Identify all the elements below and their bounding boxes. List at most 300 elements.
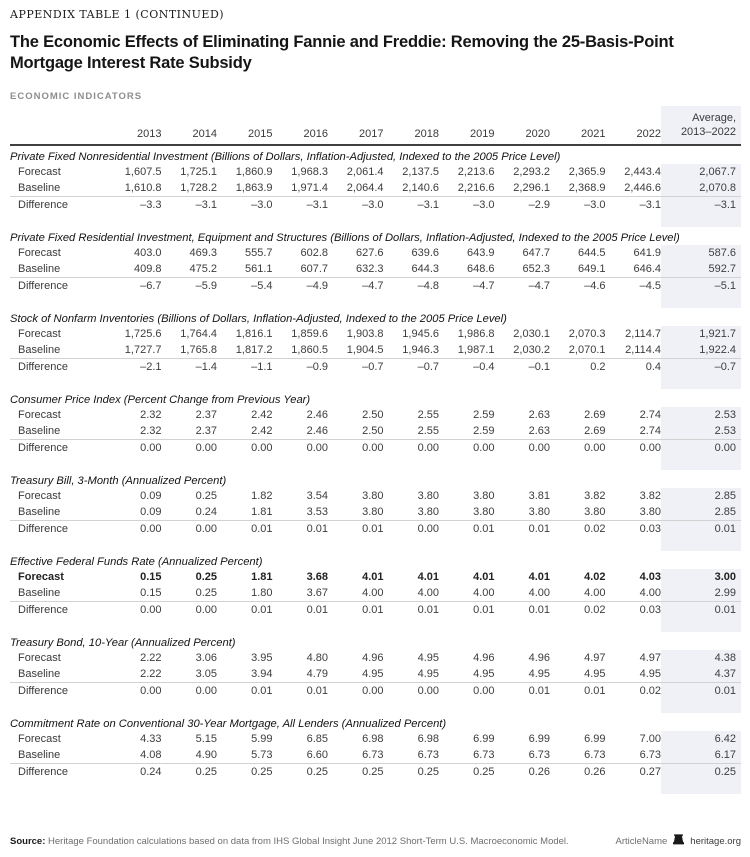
value-2013: 0.00 (140, 522, 162, 535)
average-value: –0.7 (661, 358, 741, 375)
value-2022: 3.82 (639, 489, 661, 502)
average-value: 1,921.7 (661, 326, 741, 342)
value-2019: 0.25 (473, 765, 495, 778)
value-2017: 0.01 (362, 603, 384, 616)
value-2017: 0.25 (362, 765, 384, 778)
article-name: ArticleName (615, 835, 668, 847)
value-2018: 644.3 (384, 261, 440, 278)
value-2020: –2.9 (528, 198, 550, 211)
table-section (10, 470, 741, 551)
value-2019: –4.7 (473, 279, 495, 292)
year-header: 2019 (470, 127, 495, 140)
value-2020: 3.80 (495, 504, 551, 521)
spacer-cell (10, 213, 661, 227)
value-2016: 2.46 (273, 423, 329, 440)
value-2020: 4.96 (528, 651, 550, 664)
row-label: Forecast (18, 246, 61, 259)
value-2018: 6.98 (417, 732, 439, 745)
average-value: 2,070.8 (661, 180, 741, 197)
value-2017: 6.98 (362, 732, 384, 745)
year-header: 2017 (359, 127, 384, 140)
value-2015: 555.7 (244, 246, 273, 259)
section-title: Commitment Rate on Conventional 30-Year Mortgage, All Lenders (Annualized Percent) (10, 717, 447, 730)
value-2022: 0.4 (645, 360, 661, 373)
value-2022: 6.73 (606, 747, 662, 764)
spacer-avg-cell (661, 456, 741, 470)
value-2022: 4.03 (639, 570, 661, 583)
value-2022: 0.03 (639, 603, 661, 616)
value-2017: 0.00 (362, 441, 384, 454)
spacer-avg-cell (661, 213, 741, 227)
table-section (10, 145, 741, 227)
value-2018: 2.55 (384, 423, 440, 440)
value-2021: 4.95 (550, 666, 606, 683)
value-2013: 4.08 (106, 747, 162, 764)
spacer-cell (10, 699, 661, 713)
value-2019: 0.01 (473, 603, 495, 616)
value-2015: 1,860.9 (235, 165, 273, 178)
average-value: 587.6 (661, 245, 741, 261)
section-title-row (10, 308, 741, 326)
baseline-row (10, 585, 741, 602)
value-2020: 0.01 (528, 522, 550, 535)
value-2016: 4.80 (306, 651, 328, 664)
row-label: Baseline (10, 261, 106, 278)
value-2016: 3.68 (306, 570, 328, 583)
value-2019: 4.96 (473, 651, 495, 664)
value-2021: –4.6 (584, 279, 606, 292)
value-2020: 4.00 (495, 585, 551, 602)
year-header: 2021 (581, 127, 606, 140)
average-value: 4.37 (661, 666, 741, 683)
section-spacer-row (10, 537, 741, 551)
value-2014: 0.24 (162, 504, 218, 521)
section-title-row (10, 713, 741, 731)
average-header-line: 2013–2022 (680, 125, 736, 138)
value-2022: 0.02 (639, 684, 661, 697)
value-2020: 2,293.2 (513, 165, 550, 178)
year-header: 2020 (525, 127, 550, 140)
forecast-row (10, 488, 741, 504)
value-2017: 4.00 (328, 585, 384, 602)
value-2015: 1.81 (251, 570, 273, 583)
average-value: –5.1 (661, 277, 741, 294)
value-2021: 4.97 (584, 651, 606, 664)
section-spacer-row (10, 780, 741, 794)
value-2019: 0.00 (473, 441, 495, 454)
heritage-bell-icon (673, 834, 684, 848)
forecast-row (10, 164, 741, 180)
value-2016: 607.7 (273, 261, 329, 278)
value-2018: 4.95 (417, 651, 439, 664)
row-label: Forecast (18, 570, 64, 583)
value-2021: 2,070.3 (568, 327, 606, 340)
row-label: Baseline (10, 504, 106, 521)
value-2021: 4.02 (584, 570, 606, 583)
value-2016: 3.67 (273, 585, 329, 602)
spacer-avg-cell (661, 294, 741, 308)
value-2018: 4.95 (384, 666, 440, 683)
row-label: Baseline (10, 423, 106, 440)
value-2020: 0.01 (528, 603, 550, 616)
value-2015: 1.82 (251, 489, 273, 502)
row-label: Forecast (18, 732, 61, 745)
value-2021: 649.1 (550, 261, 606, 278)
value-2019: –3.0 (473, 198, 495, 211)
value-2013: 2.22 (106, 666, 162, 683)
value-2021: 2,368.9 (550, 180, 606, 197)
footer-brand (616, 834, 741, 848)
row-label: Forecast (18, 165, 61, 178)
average-value: 6.42 (661, 731, 741, 747)
value-2020: 647.7 (522, 246, 550, 259)
row-label: Difference (18, 684, 68, 697)
average-value: 6.17 (661, 747, 741, 764)
row-label: Baseline (10, 666, 106, 683)
difference-row (10, 682, 741, 699)
value-2018: 0.00 (417, 684, 439, 697)
table-section (10, 713, 741, 794)
value-2016: 0.00 (306, 441, 328, 454)
value-2021: 0.02 (584, 603, 606, 616)
value-2022: 3.80 (606, 504, 662, 521)
value-2013: 1,607.5 (124, 165, 162, 178)
value-2015: 1,863.9 (217, 180, 273, 197)
year-header: 2018 (414, 127, 439, 140)
value-2016: –4.9 (306, 279, 328, 292)
section-title-row (10, 470, 741, 488)
value-2018: 4.00 (384, 585, 440, 602)
year-header: 2014 (192, 127, 217, 140)
value-2016: 1,860.5 (273, 342, 329, 359)
table-header (10, 106, 741, 145)
section-spacer-row (10, 375, 741, 389)
value-2016: 0.01 (306, 684, 328, 697)
value-2022: 2,443.4 (624, 165, 661, 178)
value-2017: 4.96 (362, 651, 384, 664)
value-2021: 2,365.9 (568, 165, 606, 178)
row-label: Baseline (10, 342, 106, 359)
value-2022: 641.9 (633, 246, 661, 259)
value-2019: 4.00 (439, 585, 495, 602)
spacer-avg-cell (661, 375, 741, 389)
row-label: Difference (18, 198, 68, 211)
value-2013: –2.1 (140, 360, 162, 373)
baseline-row (10, 180, 741, 197)
value-2018: 0.25 (417, 765, 439, 778)
value-2022: 2,114.7 (625, 327, 661, 340)
value-2016: 0.01 (306, 603, 328, 616)
year-header: 2015 (248, 127, 273, 140)
value-2014: 0.00 (195, 441, 217, 454)
value-2022: –3.1 (639, 198, 661, 211)
source-note (10, 836, 569, 847)
value-2013: 2.32 (106, 423, 162, 440)
spacer-avg-cell (661, 699, 741, 713)
value-2019: 2.59 (439, 423, 495, 440)
value-2022: 0.03 (639, 522, 661, 535)
spacer-cell (10, 537, 661, 551)
value-2020: 2,030.1 (513, 327, 550, 340)
value-2013: 0.00 (140, 441, 162, 454)
value-2019: 0.01 (473, 522, 495, 535)
value-2017: –4.7 (362, 279, 384, 292)
baseline-row (10, 747, 741, 764)
value-2013: 2.32 (140, 408, 162, 421)
source-label: Source: (10, 835, 46, 847)
row-label: Forecast (18, 489, 61, 502)
value-2018: 1,945.6 (402, 327, 439, 340)
economic-indicators-label: ECONOMIC INDICATORS (10, 91, 143, 103)
baseline-row (10, 423, 741, 440)
difference-row (10, 763, 741, 780)
value-2020: 2,296.1 (495, 180, 551, 197)
value-2015: 2.42 (251, 408, 273, 421)
average-value: 0.01 (661, 601, 741, 618)
value-2013: 409.8 (106, 261, 162, 278)
value-2014: 0.25 (195, 765, 217, 778)
value-2015: 0.25 (251, 765, 273, 778)
average-header-line: Average, (692, 112, 736, 125)
average-value: 2.99 (661, 585, 741, 602)
value-2019: 6.73 (439, 747, 495, 764)
average-value: 2.85 (661, 488, 741, 504)
value-2021: 6.73 (550, 747, 606, 764)
row-label: Difference (18, 360, 68, 373)
value-2019: 1,987.1 (439, 342, 495, 359)
value-2015: 5.99 (251, 732, 273, 745)
section-title-row (10, 551, 741, 569)
average-value: 2,067.7 (661, 164, 741, 180)
forecast-row (10, 245, 741, 261)
value-2016: 2.46 (306, 408, 328, 421)
value-2020: 652.3 (495, 261, 551, 278)
value-2016: 6.60 (273, 747, 329, 764)
value-2021: 0.26 (584, 765, 606, 778)
value-2014: 475.2 (162, 261, 218, 278)
value-2022: 4.95 (606, 666, 662, 683)
spacer-avg-cell (661, 780, 741, 794)
forecast-row (10, 326, 741, 342)
value-2016: 3.54 (306, 489, 328, 502)
spacer-cell (10, 618, 661, 632)
row-label: Difference (18, 522, 68, 535)
value-2014: 0.25 (195, 570, 217, 583)
value-2021: 6.99 (584, 732, 606, 745)
value-2015: 1.81 (217, 504, 273, 521)
section-spacer-row (10, 618, 741, 632)
value-2014: 0.25 (195, 489, 217, 502)
value-2019: –0.4 (473, 360, 495, 373)
value-2022: 0.00 (639, 441, 661, 454)
row-label: Difference (18, 603, 68, 616)
average-value: 4.38 (661, 650, 741, 666)
difference-row (10, 601, 741, 618)
value-2016: 602.8 (300, 246, 328, 259)
value-2019: 3.80 (439, 504, 495, 521)
value-2017: 4.01 (362, 570, 384, 583)
value-2018: 0.00 (417, 441, 439, 454)
average-value: 1,922.4 (661, 342, 741, 359)
value-2015: 561.1 (217, 261, 273, 278)
value-2018: 639.6 (411, 246, 439, 259)
value-2016: 1,968.3 (291, 165, 328, 178)
value-2021: 2.69 (550, 423, 606, 440)
value-2017: 3.80 (328, 504, 384, 521)
appendix-table-label: APPENDIX TABLE 1 (CONTINUED) (10, 8, 225, 21)
average-value: 592.7 (661, 261, 741, 278)
value-2017: 1,904.5 (328, 342, 384, 359)
table-section (10, 227, 741, 308)
value-2020: 4.95 (495, 666, 551, 683)
value-2017: 1,903.8 (346, 327, 384, 340)
value-2018: 3.80 (417, 489, 439, 502)
value-2018: –0.7 (417, 360, 439, 373)
table-section (10, 308, 741, 389)
value-2013: 4.33 (140, 732, 162, 745)
difference-row (10, 277, 741, 294)
baseline-row (10, 261, 741, 278)
value-2014: –5.9 (195, 279, 217, 292)
baseline-row (10, 504, 741, 521)
value-2015: 5.73 (217, 747, 273, 764)
spacer-cell (10, 780, 661, 794)
value-2022: 2.74 (639, 408, 661, 421)
value-2022: 0.27 (639, 765, 661, 778)
forecast-row (10, 731, 741, 747)
site-name: heritage.org (690, 835, 741, 847)
table-section (10, 551, 741, 632)
value-2014: 1,728.2 (162, 180, 218, 197)
section-title: Private Fixed Residential Investment, Equipment and Structures (Billions of Dollars, Inflation-Adjusted, Indexed to the 2005 Price Level) (10, 231, 680, 244)
value-2017: –0.7 (362, 360, 384, 373)
value-2017: 632.3 (328, 261, 384, 278)
value-2015: 3.94 (217, 666, 273, 683)
page-footer (10, 834, 741, 848)
value-2022: 646.4 (606, 261, 662, 278)
value-2021: 0.02 (584, 522, 606, 535)
difference-row (10, 439, 741, 456)
value-2022: 7.00 (639, 732, 661, 745)
value-2014: 5.15 (195, 732, 217, 745)
value-2014: 4.90 (162, 747, 218, 764)
value-2020: 2,030.2 (495, 342, 551, 359)
value-2014: 1,765.8 (162, 342, 218, 359)
value-2019: 3.80 (473, 489, 495, 502)
value-2022: 2,446.6 (606, 180, 662, 197)
value-2013: 0.00 (140, 603, 162, 616)
value-2021: 3.80 (550, 504, 606, 521)
value-2019: 0.00 (473, 684, 495, 697)
baseline-row (10, 666, 741, 683)
spacer-cell (10, 294, 661, 308)
section-title: Stock of Nonfarm Inventories (Billions of Dollars, Inflation-Adjusted, Indexed to the 2005 Price Level) (10, 312, 507, 325)
year-header: 2016 (303, 127, 328, 140)
value-2021: 2,070.1 (550, 342, 606, 359)
value-2020: 2.63 (528, 408, 550, 421)
section-spacer-row (10, 294, 741, 308)
value-2022: 2,114.4 (606, 342, 662, 359)
value-2014: 3.06 (195, 651, 217, 664)
value-2017: 0.01 (362, 522, 384, 535)
section-title: Consumer Price Index (Percent Change from Previous Year) (10, 393, 311, 406)
spacer-cell (10, 456, 661, 470)
value-2020: 2.63 (495, 423, 551, 440)
value-2013: 1,727.7 (106, 342, 162, 359)
value-2022: 4.00 (606, 585, 662, 602)
value-2017: 6.73 (328, 747, 384, 764)
value-2019: 4.01 (473, 570, 495, 583)
section-title: Treasury Bill, 3-Month (Annualized Percent) (10, 474, 227, 487)
value-2020: –4.7 (528, 279, 550, 292)
section-title-row (10, 632, 741, 650)
value-2014: 1,764.4 (180, 327, 217, 340)
row-label: Baseline (10, 180, 106, 197)
value-2015: 3.95 (251, 651, 273, 664)
value-2016: 1,859.6 (291, 327, 328, 340)
value-2015: 2.42 (217, 423, 273, 440)
value-2013: 2.22 (140, 651, 162, 664)
value-2017: 0.00 (362, 684, 384, 697)
value-2020: 3.81 (528, 489, 550, 502)
value-2020: 0.01 (528, 684, 550, 697)
spacer-cell (10, 375, 661, 389)
value-2022: –4.5 (639, 279, 661, 292)
row-label: Difference (18, 441, 68, 454)
value-2019: 648.6 (439, 261, 495, 278)
year-header: 2013 (137, 127, 162, 140)
value-2016: –3.1 (306, 198, 328, 211)
value-2019: 2,216.6 (439, 180, 495, 197)
value-2017: 2.50 (362, 408, 384, 421)
spacer-avg-cell (661, 537, 741, 551)
value-2016: 1,971.4 (273, 180, 329, 197)
value-2014: 0.00 (195, 522, 217, 535)
table-section (10, 632, 741, 713)
value-2015: 0.00 (251, 441, 273, 454)
average-value: 3.00 (661, 569, 741, 585)
value-2017: –3.0 (362, 198, 384, 211)
row-label: Difference (18, 279, 68, 292)
value-2020: 6.73 (495, 747, 551, 764)
average-value: 0.00 (661, 439, 741, 456)
section-spacer-row (10, 456, 741, 470)
section-title: Effective Federal Funds Rate (Annualized Percent) (10, 555, 263, 568)
row-label: Forecast (18, 408, 61, 421)
baseline-row (10, 342, 741, 359)
value-2013: 403.0 (133, 246, 162, 259)
value-2014: 1,725.1 (180, 165, 217, 178)
value-2015: –5.4 (251, 279, 273, 292)
forecast-row (10, 569, 741, 585)
value-2018: 0.01 (417, 603, 439, 616)
row-label: Forecast (18, 327, 61, 340)
section-title-row (10, 145, 741, 164)
value-2018: 6.73 (384, 747, 440, 764)
row-label: Difference (18, 765, 68, 778)
value-2021: –3.0 (584, 198, 606, 211)
value-2018: 4.01 (417, 570, 439, 583)
row-label: Forecast (18, 651, 61, 664)
value-2020: 0.26 (528, 765, 550, 778)
value-2018: 0.00 (417, 522, 439, 535)
average-value: 0.01 (661, 520, 741, 537)
section-title: Private Fixed Nonresidential Investment (Billions of Dollars, Inflation-Adjusted, Indexed to the 2005 Price Level) (10, 150, 561, 163)
spacer-avg-cell (661, 618, 741, 632)
value-2013: 1,610.8 (106, 180, 162, 197)
value-2015: 0.01 (251, 522, 273, 535)
value-2019: 6.99 (473, 732, 495, 745)
